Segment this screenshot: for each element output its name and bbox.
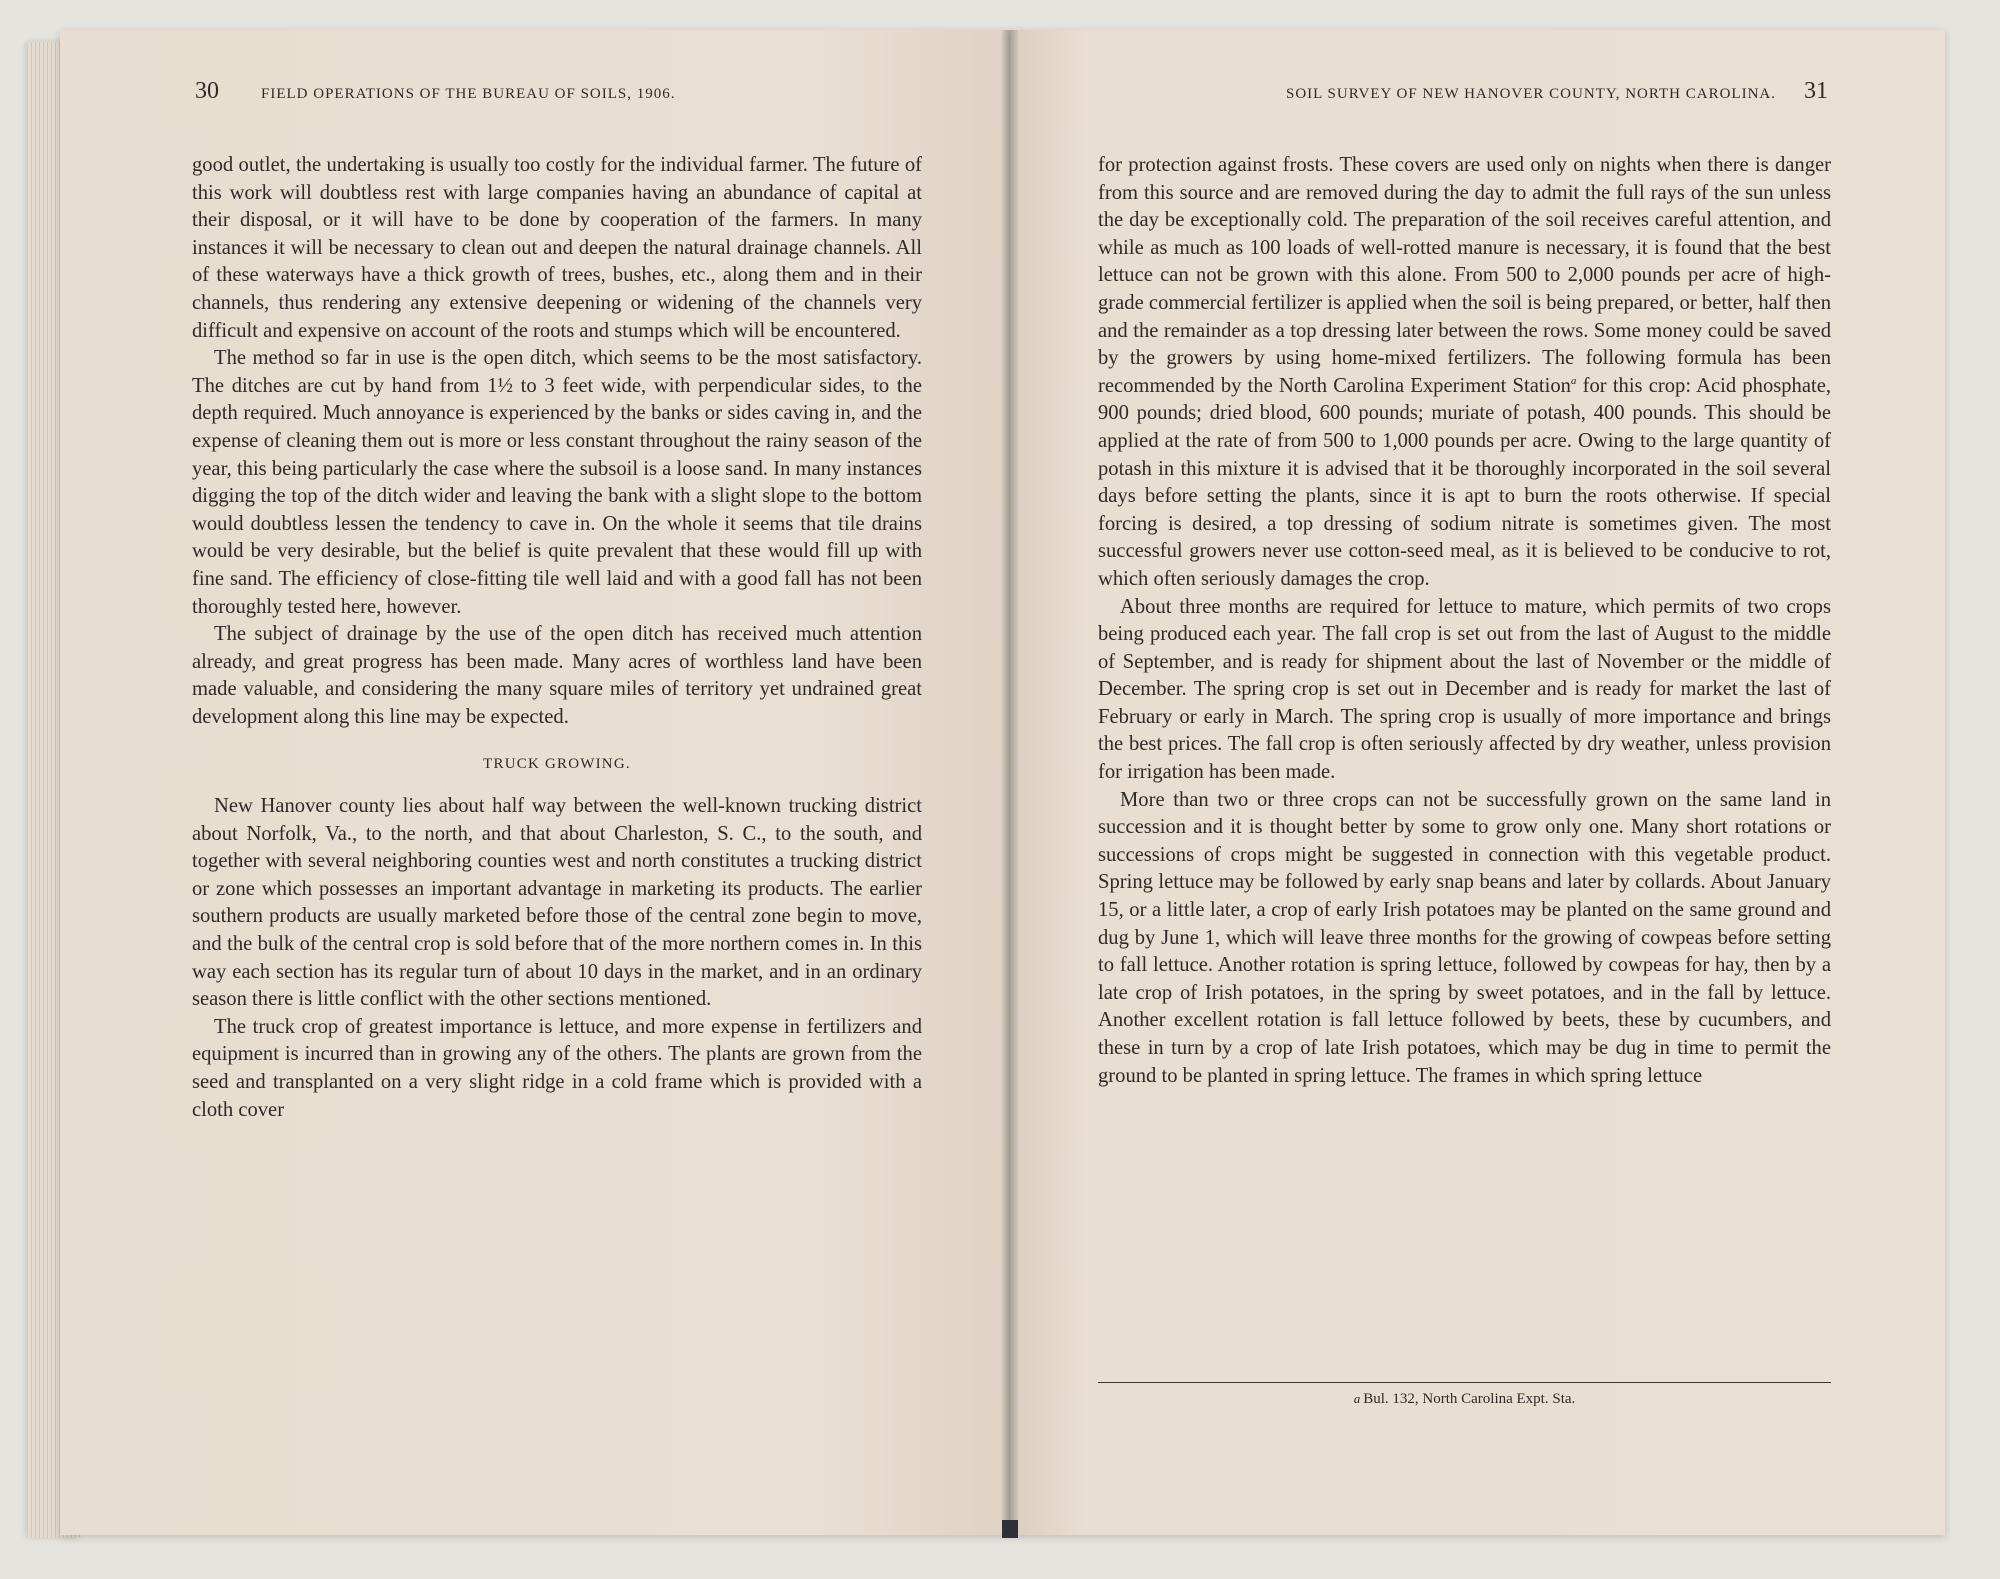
right-paragraph: About three months are required for lettuce to mature, which permits of two crops being produced each year. The fall crop is set out from the last of August to the middle of September, and is ready for shipment about the last of November or the middle of December. The spring crop is set out in December and is ready for market the last of February or early in March. The spring crop is usually of more importance and brings the best prices. The fall crop is often seriously affected by dry weather, unless provision for irrigation has been made.: [1098, 595, 1831, 784]
right-running-head: [1148, 78, 1828, 108]
right-paragraph-text: for this crop: Acid phosphate, 900 pounds; dried blood, 600 pounds; muriate of potash, 400 pounds. This should be applied at the rate of from 500 to 1,000 pounds per acre. Owing to the large quantity of potash in this mixture it is advised that it be thoroughly incorporated in the soil several days before setting the plants, since it is apt to burn the roots otherwise. If special forcing is desired, a top dressing of sodium nitrate is sometimes given. The most successful growers never use cotton-seed meal, as it is believed to be conducive to rot, which often seriously damages the crop.: [1098, 374, 1831, 590]
footnote: [1098, 1391, 1831, 1408]
footnote-mark: a: [1353, 1391, 1361, 1406]
right-paragraph-text: for protection against frosts. These covers are used only on nights when there is danger from this source and are removed during the day to admit the full rays of the sun unless the day be exceptionally cold. The preparation of the soil receives careful attention, and while as much as 100 loads of well-rotted manure is necessary, it is found that the best lettuce can not be grown with this alone. From 500 to 2,000 pounds per acre of high-grade commercial fertilizer is applied when the soil is being prepared, or better, half then and the remainder as a top dressing later between the rows. Some money could be saved by the growers by using home-mixed fertilizers. The following formula has been recommended by the North Carolina Experiment Station: [1098, 154, 1831, 397]
left-page-number: 30: [195, 78, 219, 104]
left-paragraph: good outlet, the undertaking is usually too costly for the individual farmer. The future of this work will doubtless rest with large companies having an abundance of capital at their disposal, or it will have to be done by cooperation of the farmers. In many instances it will be necessary to clean out and deepen the natural drainage channels. All of these waterways have a thick growth of trees, bushes, etc., along them and in their channels, thus rendering any extensive deepening or widening of the channels very difficult and expensive on account of the roots and stumps which will be encountered.: [192, 154, 922, 342]
left-paragraph: The subject of drainage by the use of the open ditch has received much attention already, and great progress has been made. Many acres of worthless land have been made valuable, and considering the many square miles of territory yet undrained great development along this line may be expected.: [192, 623, 922, 728]
section-heading: TRUCK GROWING.: [483, 756, 631, 773]
left-paragraph: The truck crop of greatest importance is lettuce, and more expense in fertilizers and equipment is incurred than in growing any of the others. The plants are grown from the seed and transplanted on a very slight ridge in a cold frame which is provided with a cloth cover: [192, 1015, 922, 1121]
footnote-reference: a: [1570, 374, 1577, 387]
right-running-title: SOIL SURVEY OF NEW HANOVER COUNTY, NORTH CAROLINA.: [1286, 86, 1776, 102]
book-gutter: [1002, 30, 1018, 1535]
right-text-column: [1098, 152, 1831, 1090]
left-paragraph: New Hanover county lies about half way between the well-known trucking district about Norfolk, Va., to the north, and that about Charleston, S. C., to the south, and together with several neighboring counties west and north constitutes a trucking district or zone which possesses an important advantage in marketing its products. The earlier southern products are usually marketed before those of the central zone begin to move, and the bulk of the central crop is sold before that of the more northern comes in. In this way each section has its regular turn of about 10 days in the market, and in an ordinary season there is little conflict with the other sections mentioned.: [192, 795, 922, 1011]
right-page-number: 31: [1804, 78, 1828, 104]
spine-strip: [1002, 1520, 1018, 1538]
left-running-head: [195, 78, 920, 108]
left-paragraph: The method so far in use is the open ditch, which seems to be the most satisfactory. The ditches are cut by hand from 1½ to 3 feet wide, with perpendicular sides, to the depth required. Much annoyance is experienced by the banks or sides caving in, and the expense of cleaning them out is more or less constant throughout the rainy season of the year, this being particularly the case where the subsoil is a loose sand. In many instances digging the top of the ditch wider and leaving the bank with a slight slope to the bottom would doubtless lessen the tendency to cave in. On the whole it seems that tile drains would be very desirable, but the belief is quite prevalent that these would fill up with fine sand. The efficiency of close-fitting tile well laid and with a good fall has not been thoroughly tested here, however.: [192, 347, 922, 618]
right-paragraph: More than two or three crops can not be successfully grown on the same land in succession and it is thought better by some to grow only one. Many short rotations or successions of crops might be suggested in connection with this vegetable product. Spring lettuce may be followed by early snap beans and later by collards. About January 15, or a little later, a crop of early Irish potatoes may be planted on the same ground and dug by June 1, which will leave three months for the growing of cowpeas before setting to fall lettuce. Another rotation is spring lettuce, followed by cowpeas for hay, then by a late crop of Irish potatoes, in the spring by sweet potatoes, and in the fall by lettuce. Another excellent rotation is fall lettuce followed by beets, these by cucumbers, and these in turn by a crop of late Irish potatoes, which may be dug in time to permit the ground to be planted in spring lettuce. The frames in which spring lettuce: [1098, 788, 1831, 1087]
footnote-rule: [1098, 1382, 1831, 1383]
left-running-title: FIELD OPERATIONS OF THE BUREAU OF SOILS, 1906.: [261, 86, 676, 102]
right-paragraph: [1098, 152, 1831, 594]
left-text-column: [192, 152, 922, 1124]
footnote-text: Bul. 132, North Carolina Expt. Sta.: [1363, 1391, 1576, 1407]
